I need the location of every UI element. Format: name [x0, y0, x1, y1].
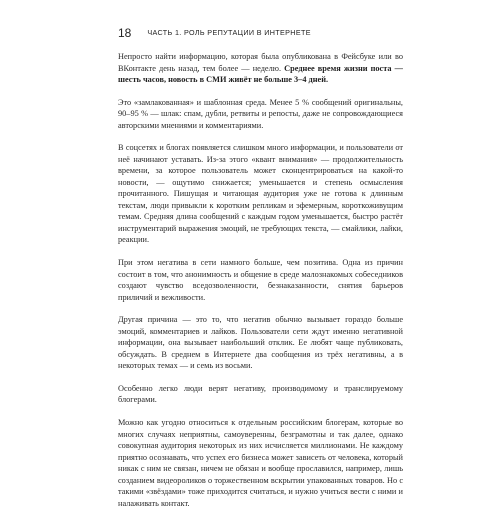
paragraph-6: Особенно легко люди верят негативу, производимому и транслируемому блогерами. [118, 383, 403, 405]
paragraph-4: При этом негатива в сети намного больше, чем позитива. Одна из причин состоит в том, что анонимность и общение в среде малознакомых собеседников создают чувство вседозволенности, безнаказанности, снятия барьеров приличий и вежливости. [118, 258, 403, 302]
paragraph-3: В соцсетях и блогах появляется слишком много информации, и пользователи от неё начинают уставать. Из-за этого «квант внимания» — продолжительность времени, за которое пользователь может сконцентрироваться на какой-то новости, — ощутимо снижается; уменьшается и степень осмысления прочитанного. Пишущая и читающая аудитория уже не готова к длинным текстам, люди привыкли к коротким репликам и эфемерным, короткоживущим темам. Средняя длина сообщений с каждым годом уменьшается, быстро растёт инструментарий выражения эмоций, не требующих текста, — смайлики, лайки, реакции. [118, 143, 403, 245]
paragraph-5: Другая причина — это то, что негатив обычно вызывает гораздо больше эмоций, комментариев и лайков. Пользователи сети ждут именно негативной информации, она вызывает наибольший отклик. Ее любят чаще публиковать, обсуждать. В среднем в Интернете два сообщения из трёх негативны, а в некоторых темах — и семь из восьми. [118, 315, 403, 371]
paragraph-7: Можно как угодно относиться к отдельным российским блогерам, которые во многих случаях неприятны, самоуверенны, безграмотны и так далее, однако совокупная аудитория некоторых из них исчисляется миллионами. Не каждому приятно осознавать, что успех его бизнеса может зависеть от человека, который никак с ним не связан, ничем не обязан и вообще прославился, например, лишь созданием видеороликов о торжественном вскрытии упакованных товаров. Но с такими «звёздами» тоже приходится считаться, и нужно учиться вести с ними и налаживать контакт. [118, 418, 403, 508]
page-number: 18 [118, 26, 132, 40]
page-header [118, 24, 408, 38]
body-text [118, 51, 403, 520]
paragraph-1-bold: Среднее время жизни поста — шесть часов, новость в СМИ живёт не больше 3–4 дней. [118, 63, 403, 84]
paragraph-2: Это «замлакованная» и шаблонная среда. Менее 5 % сообщений оригинальны, 90–95 % — шлак: спам, дубли, ретвиты и репосты, даже не сопровождающиеся авторскими мнениями и комментариями. [118, 97, 403, 130]
running-head: ЧАСТЬ 1. РОЛЬ РЕПУТАЦИИ В ИНТЕРНЕТЕ [147, 28, 311, 37]
paragraph-1-text: Непросто найти информацию, которая была опубликована в Фейсбуке или во ВКонтакте день назад, тем более — неделю. [118, 52, 403, 73]
paragraph-1 [118, 51, 403, 86]
